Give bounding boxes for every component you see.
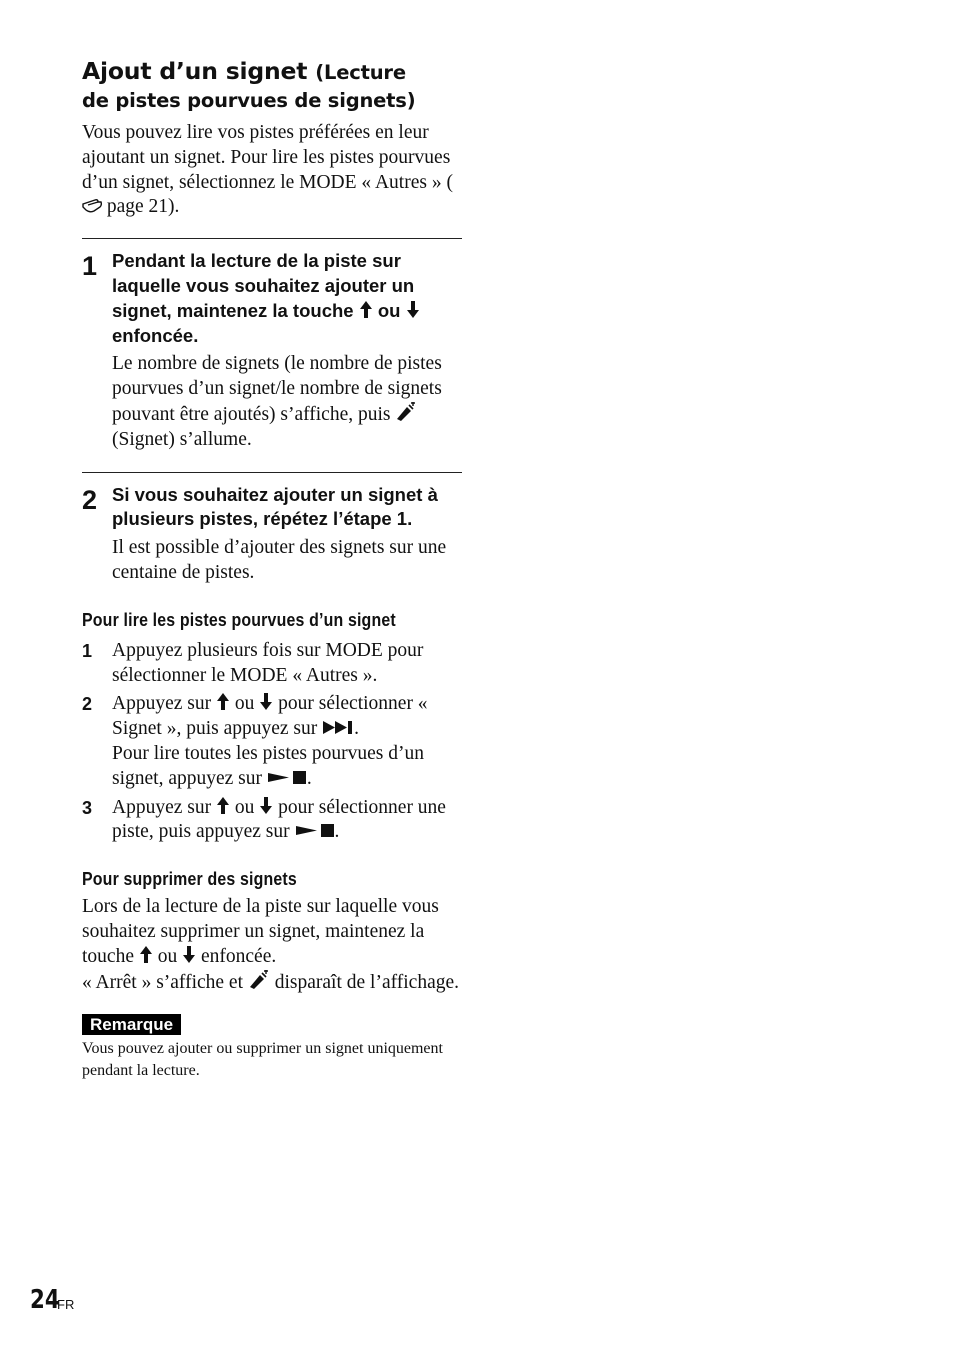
down-arrow-icon (406, 300, 420, 319)
play-stop-icon (267, 770, 307, 785)
item-text: Pour lire toutes les pistes pourvues d’un signet, appuyez sur (112, 742, 424, 789)
down-arrow-icon (259, 796, 273, 815)
step-title-ou: ou (372, 299, 406, 321)
step-title (112, 249, 462, 348)
step-body-end: (Signet) s’allume. (112, 428, 252, 450)
note-block (82, 1014, 462, 1082)
content-column (82, 56, 462, 1082)
bookmark-icon (248, 970, 270, 990)
step-body (112, 352, 462, 452)
step-title-end: enfoncée. (112, 324, 199, 346)
item-number: 1 (82, 640, 93, 661)
step-number: 2 (82, 484, 98, 515)
down-arrow-icon (182, 945, 196, 964)
down-arrow-icon (259, 692, 273, 711)
step-body-text: Le nombre de signets (le nombre de pistes pourvues d’un signet/le nombre de signets pouvant être ajoutés) s’affiche, puis (112, 353, 442, 425)
step-title-text: Pendant la lecture de la piste sur laquelle vous souhaitez ajouter un signet, maintenez la touche (112, 250, 415, 321)
title-sub: (Lecture (315, 61, 406, 84)
intro-paragraph (82, 121, 462, 220)
step-title: Si vous souhaitez ajouter un signet à plusieurs pistes, répétez l’étape 1. (112, 483, 438, 530)
delete-heading: Pour supprimer des signets (82, 868, 297, 890)
list-item (82, 796, 462, 846)
play-heading: Pour lire les pistes pourvues d’un signet (82, 608, 396, 630)
pointing-hand-icon (82, 197, 102, 213)
intro-text: Vous pouvez lire vos pistes préférées en leur ajoutant un signet. Pour lire les pistes pourvues d’un signet, sélectionnez le MODE « Autres » ( (82, 122, 453, 193)
delete-text: enfoncée. (196, 945, 277, 967)
play-steps (82, 639, 462, 845)
note-text: Vous pouvez ajouter ou supprimer un signet uniquement pendant la lecture. (82, 1040, 443, 1080)
delete-text: disparaît de l’affichage. (269, 971, 460, 993)
up-arrow-icon (139, 945, 153, 964)
note-badge: Remarque (82, 1014, 181, 1035)
step-body: Il est possible d’ajouter des signets sur une centaine de pistes. (112, 537, 447, 583)
step-2 (82, 483, 462, 586)
bookmark-icon (395, 402, 417, 422)
list-item (82, 692, 462, 791)
divider (82, 472, 462, 473)
title-main: Ajout d’un signet (82, 57, 308, 85)
item-text: . (354, 718, 360, 740)
page-lang: FR (57, 1297, 75, 1312)
item-text: pour sélectionner une piste, puis appuyez sur (112, 796, 446, 843)
title-line2: de pistes pourvues de signets) (82, 89, 416, 112)
delete-text: Lors de la lecture de la piste sur laquelle vous souhaitez supprimer un signet, maintenez la touche (82, 896, 439, 967)
item-number: 3 (82, 797, 93, 818)
up-arrow-icon (216, 692, 230, 711)
item-ou: ou (229, 796, 260, 818)
item-text: . (306, 767, 312, 789)
item-number: 2 (82, 694, 93, 715)
up-arrow-icon (216, 796, 230, 815)
delete-text: « Arrêt » s’affiche et (82, 971, 248, 993)
item-text: . (334, 821, 340, 843)
item-text: Appuyez plusieurs fois sur MODE pour sélectionner le MODE « Autres ». (112, 639, 424, 686)
delete-ou: ou (152, 945, 183, 967)
intro-ref: page 21). (102, 196, 180, 218)
step-number: 1 (82, 251, 98, 282)
next-track-icon (322, 720, 354, 735)
up-arrow-icon (359, 300, 373, 319)
list-item (82, 639, 462, 689)
item-text: Appuyez sur (112, 693, 216, 715)
item-text: Appuyez sur (112, 796, 216, 818)
section-title (82, 56, 462, 114)
play-stop-icon (295, 823, 335, 838)
delete-paragraph (82, 895, 462, 995)
divider (82, 238, 462, 239)
item-ou: ou (229, 693, 260, 715)
page-number: 24 (30, 1285, 60, 1315)
item-text: pour sélectionner « Signet », puis appuyez sur (112, 693, 428, 740)
step-1 (82, 249, 462, 452)
